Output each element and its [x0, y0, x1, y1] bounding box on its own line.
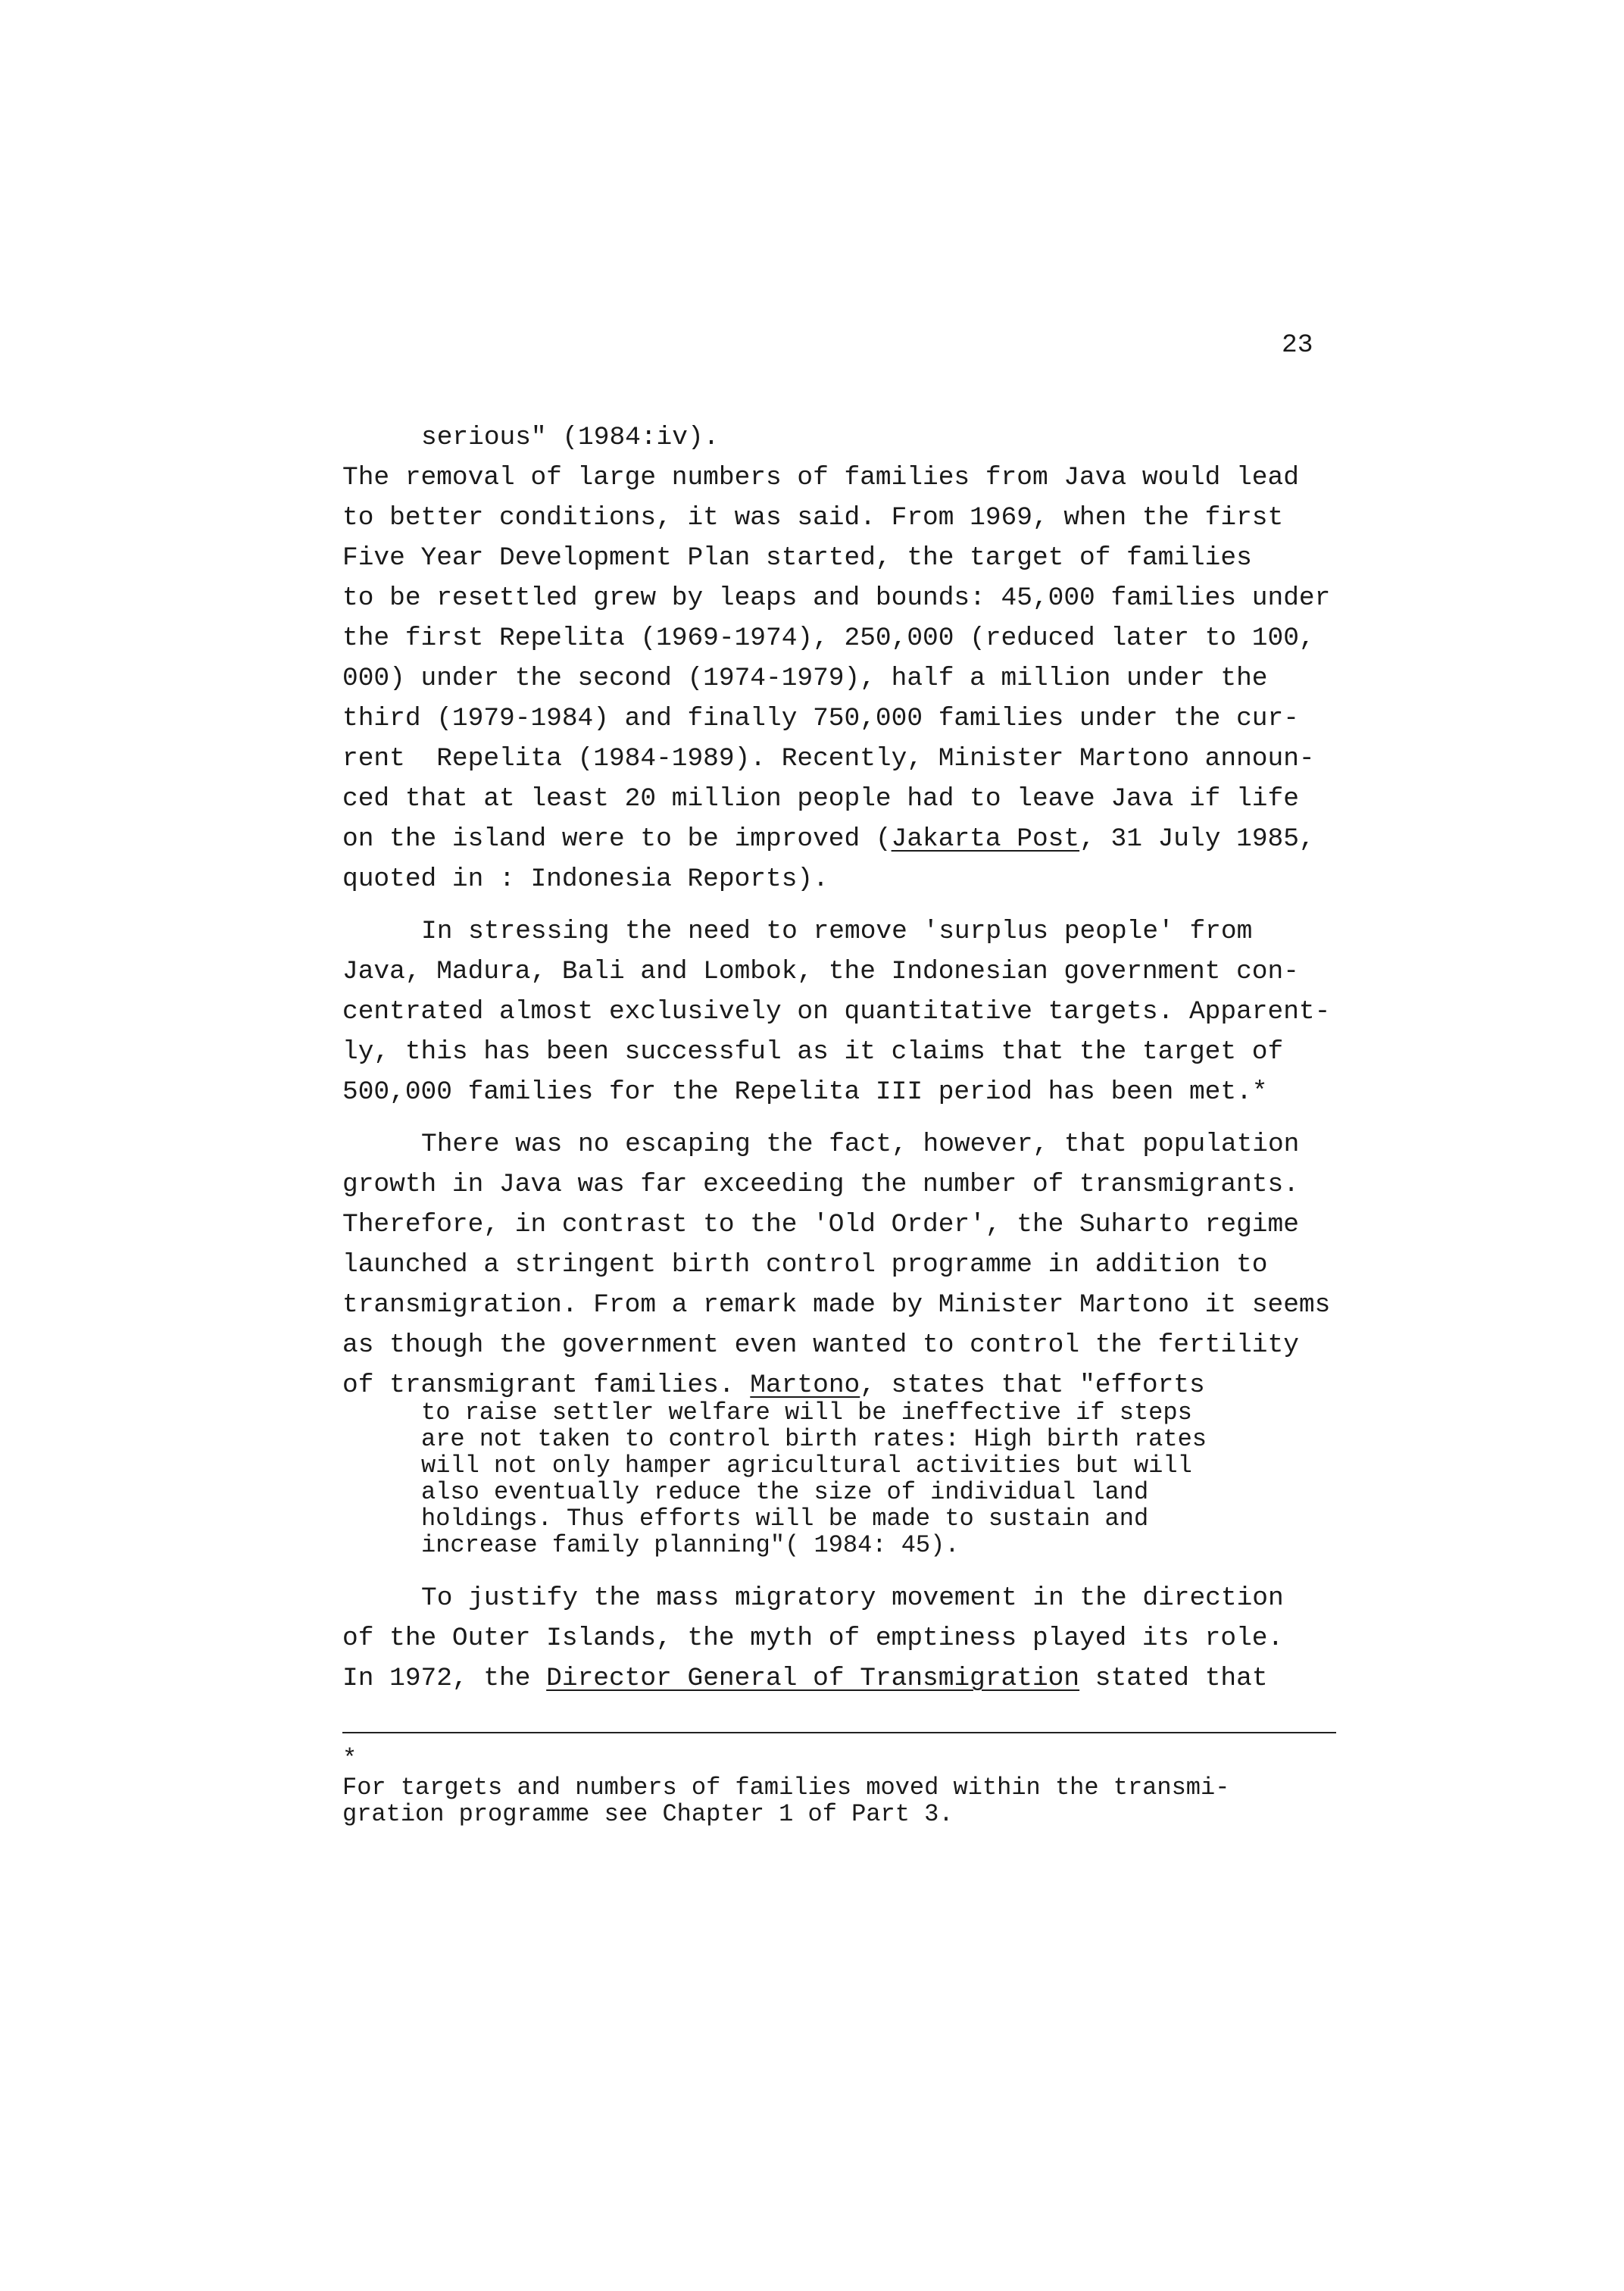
text-line: ced that at least 20 million people had to leave Java if life — [342, 784, 1299, 814]
quote-line: will not only hamper agricultural activities but will — [421, 1452, 1192, 1480]
page-number: 23 — [1282, 330, 1313, 360]
text-line: rent Repelita (1984-1989). Recently, Minister Martono announ- — [342, 744, 1315, 774]
text-line: 500,000 families for the Repelita III period has been met.* — [342, 1077, 1268, 1107]
text-line — [342, 1664, 1268, 1694]
text-line: of the Outer Islands, the myth of emptiness played its role. — [342, 1624, 1284, 1653]
text-line: as though the government even wanted to control the fertility — [342, 1330, 1299, 1360]
footnote-marker: * — [342, 1745, 358, 1773]
text-line: In stressing the need to remove 'surplus people' from — [421, 917, 1253, 946]
text-line: The removal of large numbers of families from Java would lead — [342, 463, 1299, 492]
footnote-line: For targets and numbers of families moved within the transmi- — [342, 1774, 1230, 1802]
footnote-divider — [342, 1732, 1336, 1733]
text-line — [342, 1371, 1205, 1401]
text-line: the first Repelita (1969-1974), 250,000 (reduced later to 100, — [342, 624, 1315, 653]
text-line: third (1979-1984) and finally 750,000 families under the cur- — [342, 704, 1299, 733]
text-line: There was no escaping the fact, however, that population — [421, 1130, 1300, 1159]
text-span: of transmigrant families. — [342, 1371, 751, 1400]
text-line: launched a stringent birth control programme in addition to — [342, 1250, 1268, 1280]
text-line: Therefore, in contrast to the 'Old Order', the Suharto regime — [342, 1210, 1299, 1239]
text-line: growth in Java was far exceeding the number of transmigrants. — [342, 1170, 1299, 1199]
text-line: Five Year Development Plan started, the target of families — [342, 543, 1252, 573]
text-line: to be resettled grew by leaps and bounds: 45,000 families under — [342, 583, 1331, 613]
text-line — [342, 824, 1315, 855]
citation-martono: Martono — [750, 1371, 860, 1400]
text-span: stated that — [1079, 1664, 1268, 1693]
text-line: ly, this has been successful as it claims that the target of — [342, 1037, 1284, 1067]
footnote-line: gration programme see Chapter 1 of Part 3. — [342, 1800, 954, 1828]
citation-jakarta-post: Jakarta Post — [891, 824, 1080, 854]
text-line: 000) under the second (1974-1979), half a million under the — [342, 664, 1268, 693]
text-line: centrated almost exclusively on quantitative targets. Apparent- — [342, 997, 1331, 1027]
text-line: transmigration. From a remark made by Minister Martono it seems — [342, 1290, 1331, 1320]
text-span: In 1972, the — [342, 1664, 547, 1693]
quote-line: increase family planning"( 1984: 45). — [421, 1531, 960, 1559]
text-line: to better conditions, it was said. From 1969, when the first — [342, 503, 1284, 533]
quote-line: also eventually reduce the size of individual land — [421, 1478, 1149, 1506]
text-span: on the island were to be improved ( — [342, 824, 892, 854]
quote-line: holdings. Thus efforts will be made to sustain and — [421, 1505, 1149, 1533]
text-line: Java, Madura, Bali and Lombok, the Indonesian government con- — [342, 957, 1299, 986]
text-line: serious" (1984:iv). — [421, 423, 720, 452]
text-span: , 31 July 1985, — [1079, 824, 1315, 854]
quote-line: are not taken to control birth rates: High birth rates — [421, 1425, 1207, 1453]
director-general-title: Director General of Transmigration — [546, 1664, 1080, 1693]
text-line: To justify the mass migratory movement in the direction — [421, 1583, 1284, 1613]
text-line: quoted in : Indonesia Reports). — [342, 864, 829, 894]
quote-line: to raise settler welfare will be ineffective if steps — [421, 1399, 1192, 1427]
text-span: , states that "efforts — [860, 1371, 1205, 1400]
